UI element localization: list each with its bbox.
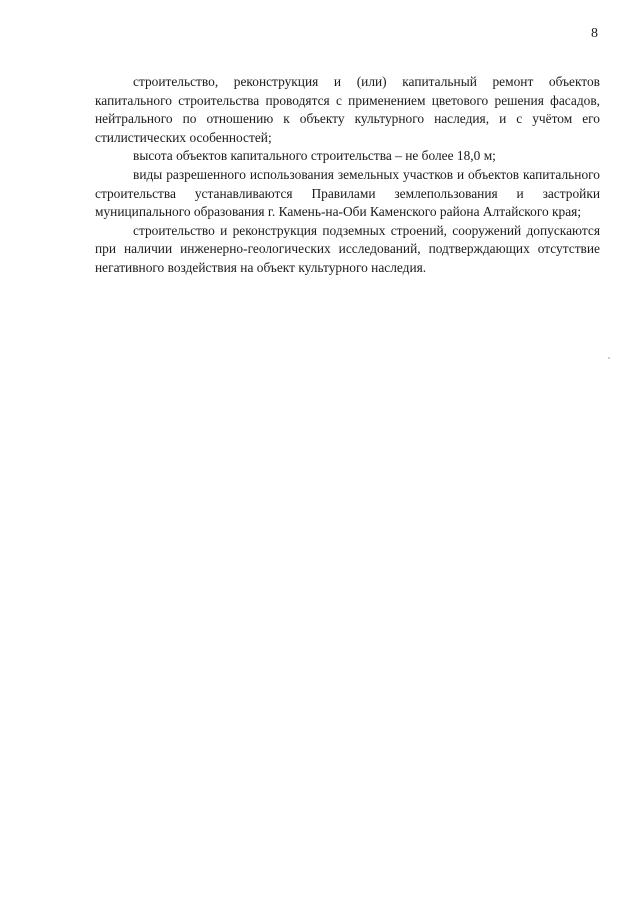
page-number: 8 (591, 26, 598, 41)
paragraph-building-height: высота объектов капитального строительства – не более 18,0 м; (133, 148, 496, 164)
paragraph-facade-colors: строительство, реконструкция и (или) капитальный ремонт объектов капитального строительства проводятся с применением цветового решения фасадов, нейтрального по отношению к объекту культурного наследия, и с учётом его стилистических особенностей; (95, 74, 600, 145)
paragraph-underground-construction: строительство и реконструкция подземных строений, сооружений допускаются при наличии инженерно-геологических исследований, подтверждающих отсутствие негативного воздействия на объект культурного наследия. (95, 222, 600, 275)
scan-artifact (608, 357, 610, 359)
document-body (95, 73, 600, 278)
paragraph-land-use: виды разрешенного использования земельных участков и объектов капитального строительства устанавливаются Правилами землепользования и застройки муниципального образования г. Камень-на-Оби Каменского района Алтайского края; (95, 166, 600, 220)
